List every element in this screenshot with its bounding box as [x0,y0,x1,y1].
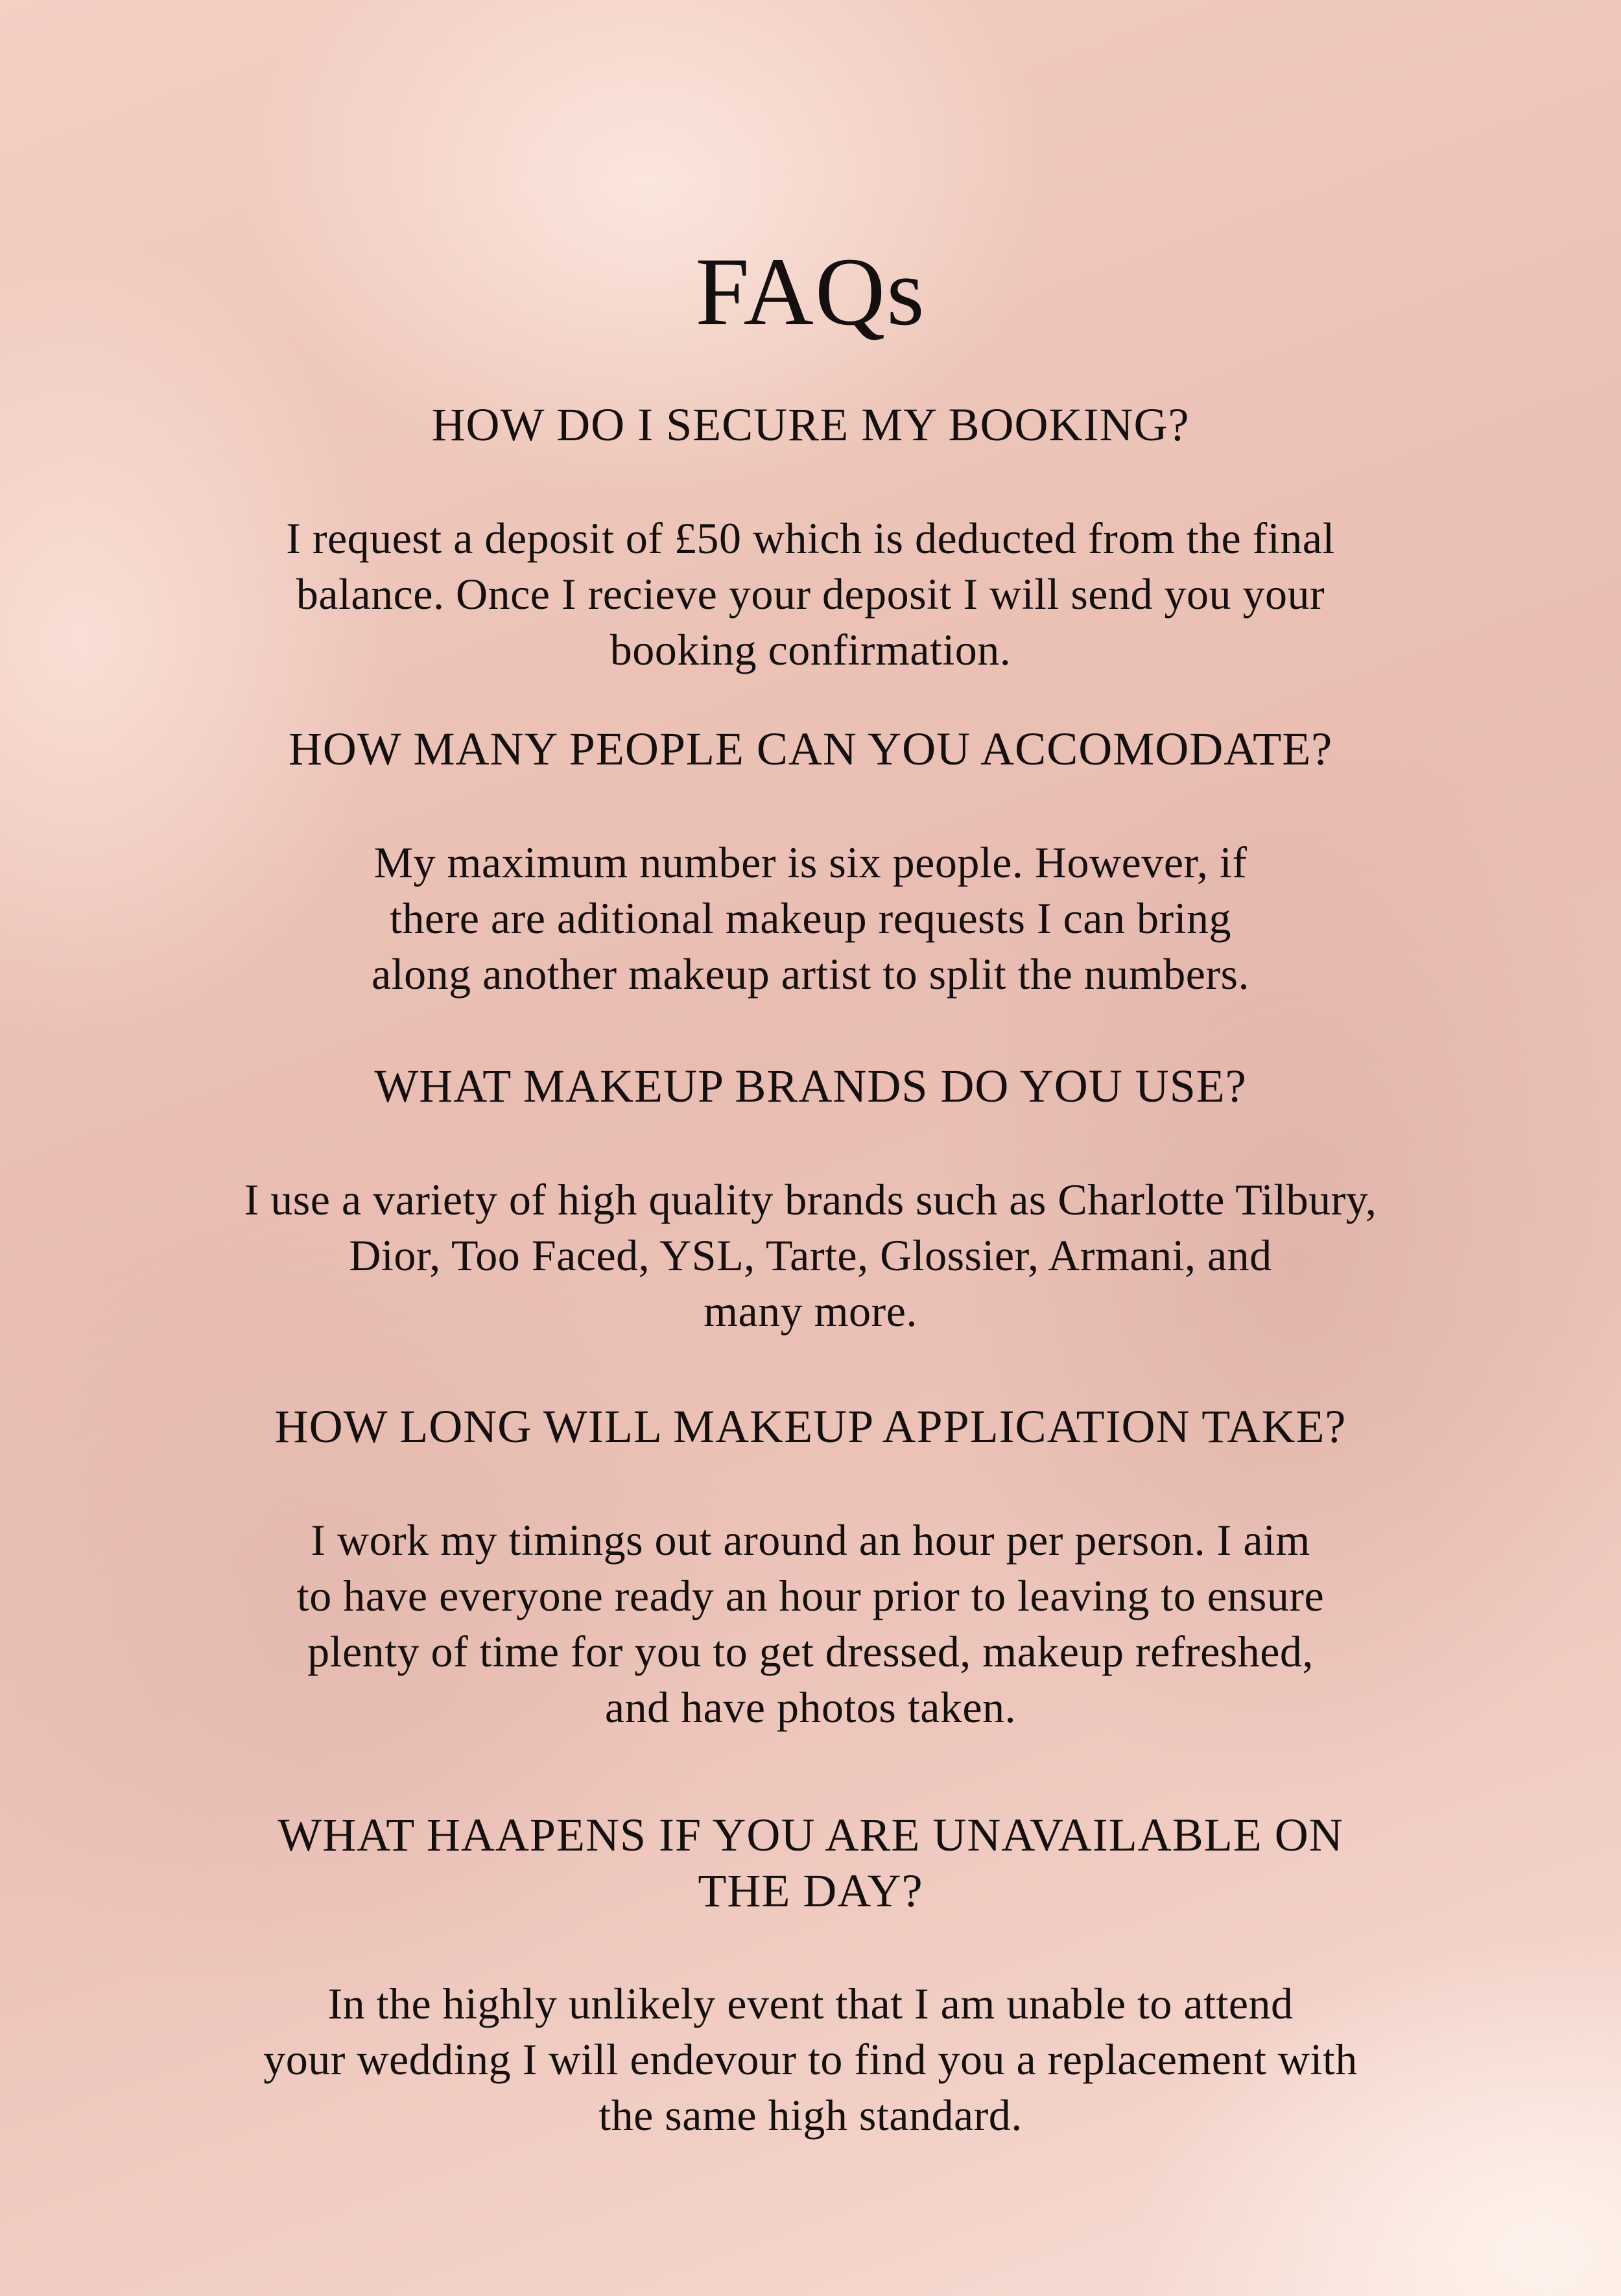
faq-question-capacity: HOW MANY PEOPLE CAN YOU ACCOMODATE? [288,723,1333,775]
answer-line: In the highly unlikely event that I am unable to attend [327,1979,1294,2028]
answer-line: Dior, Too Faced, YSL, Tarte, Glossier, Armani, and [349,1231,1272,1280]
faq-question-brands: WHAT MAKEUP BRANDS DO YOU USE? [374,1060,1247,1112]
faq-answer-duration [162,1512,1459,1735]
page-title: FAQs [695,238,926,346]
answer-line: along another makeup artist to split the numbers. [372,949,1249,999]
answer-line: My maximum number is six people. However, if [373,838,1248,887]
faq-answer-unavailable [162,1976,1459,2143]
answer-line: balance. Once I recieve your deposit I will send you your [296,569,1325,619]
answer-line: your wedding I will endevour to find you a replacement with [263,2035,1358,2084]
answer-line: plenty of time for you to get dressed, makeup refreshed, [307,1627,1314,1676]
answer-line: many more. [704,1286,917,1336]
answer-line: there are aditional makeup requests I can bring [390,894,1231,943]
question-line: WHAT HAAPENS IF YOU ARE UNAVAILABLE ON [278,1809,1343,1861]
answer-line: booking confirmation. [609,625,1012,674]
answer-line: the same high standard. [598,2090,1023,2140]
faq-question-booking: HOW DO I SECURE MY BOOKING? [431,399,1190,451]
answer-line: to have everyone ready an hour prior to leaving to ensure [296,1571,1325,1620]
faq-answer-capacity [162,834,1459,1002]
faq-answer-brands [97,1172,1524,1339]
faq-question-unavailable [162,1807,1459,1919]
answer-line: I use a variety of high quality brands such as Charlotte Tilbury, [244,1175,1377,1224]
answer-line: I request a deposit of £50 which is deducted from the final [286,514,1335,563]
answer-line: and have photos taken. [604,1683,1017,1732]
question-line: THE DAY? [698,1865,923,1917]
faq-question-duration: HOW LONG WILL MAKEUP APPLICATION TAKE? [274,1401,1347,1452]
answer-line: I work my timings out around an hour per person. I aim [311,1515,1310,1565]
faq-answer-booking [162,510,1459,678]
